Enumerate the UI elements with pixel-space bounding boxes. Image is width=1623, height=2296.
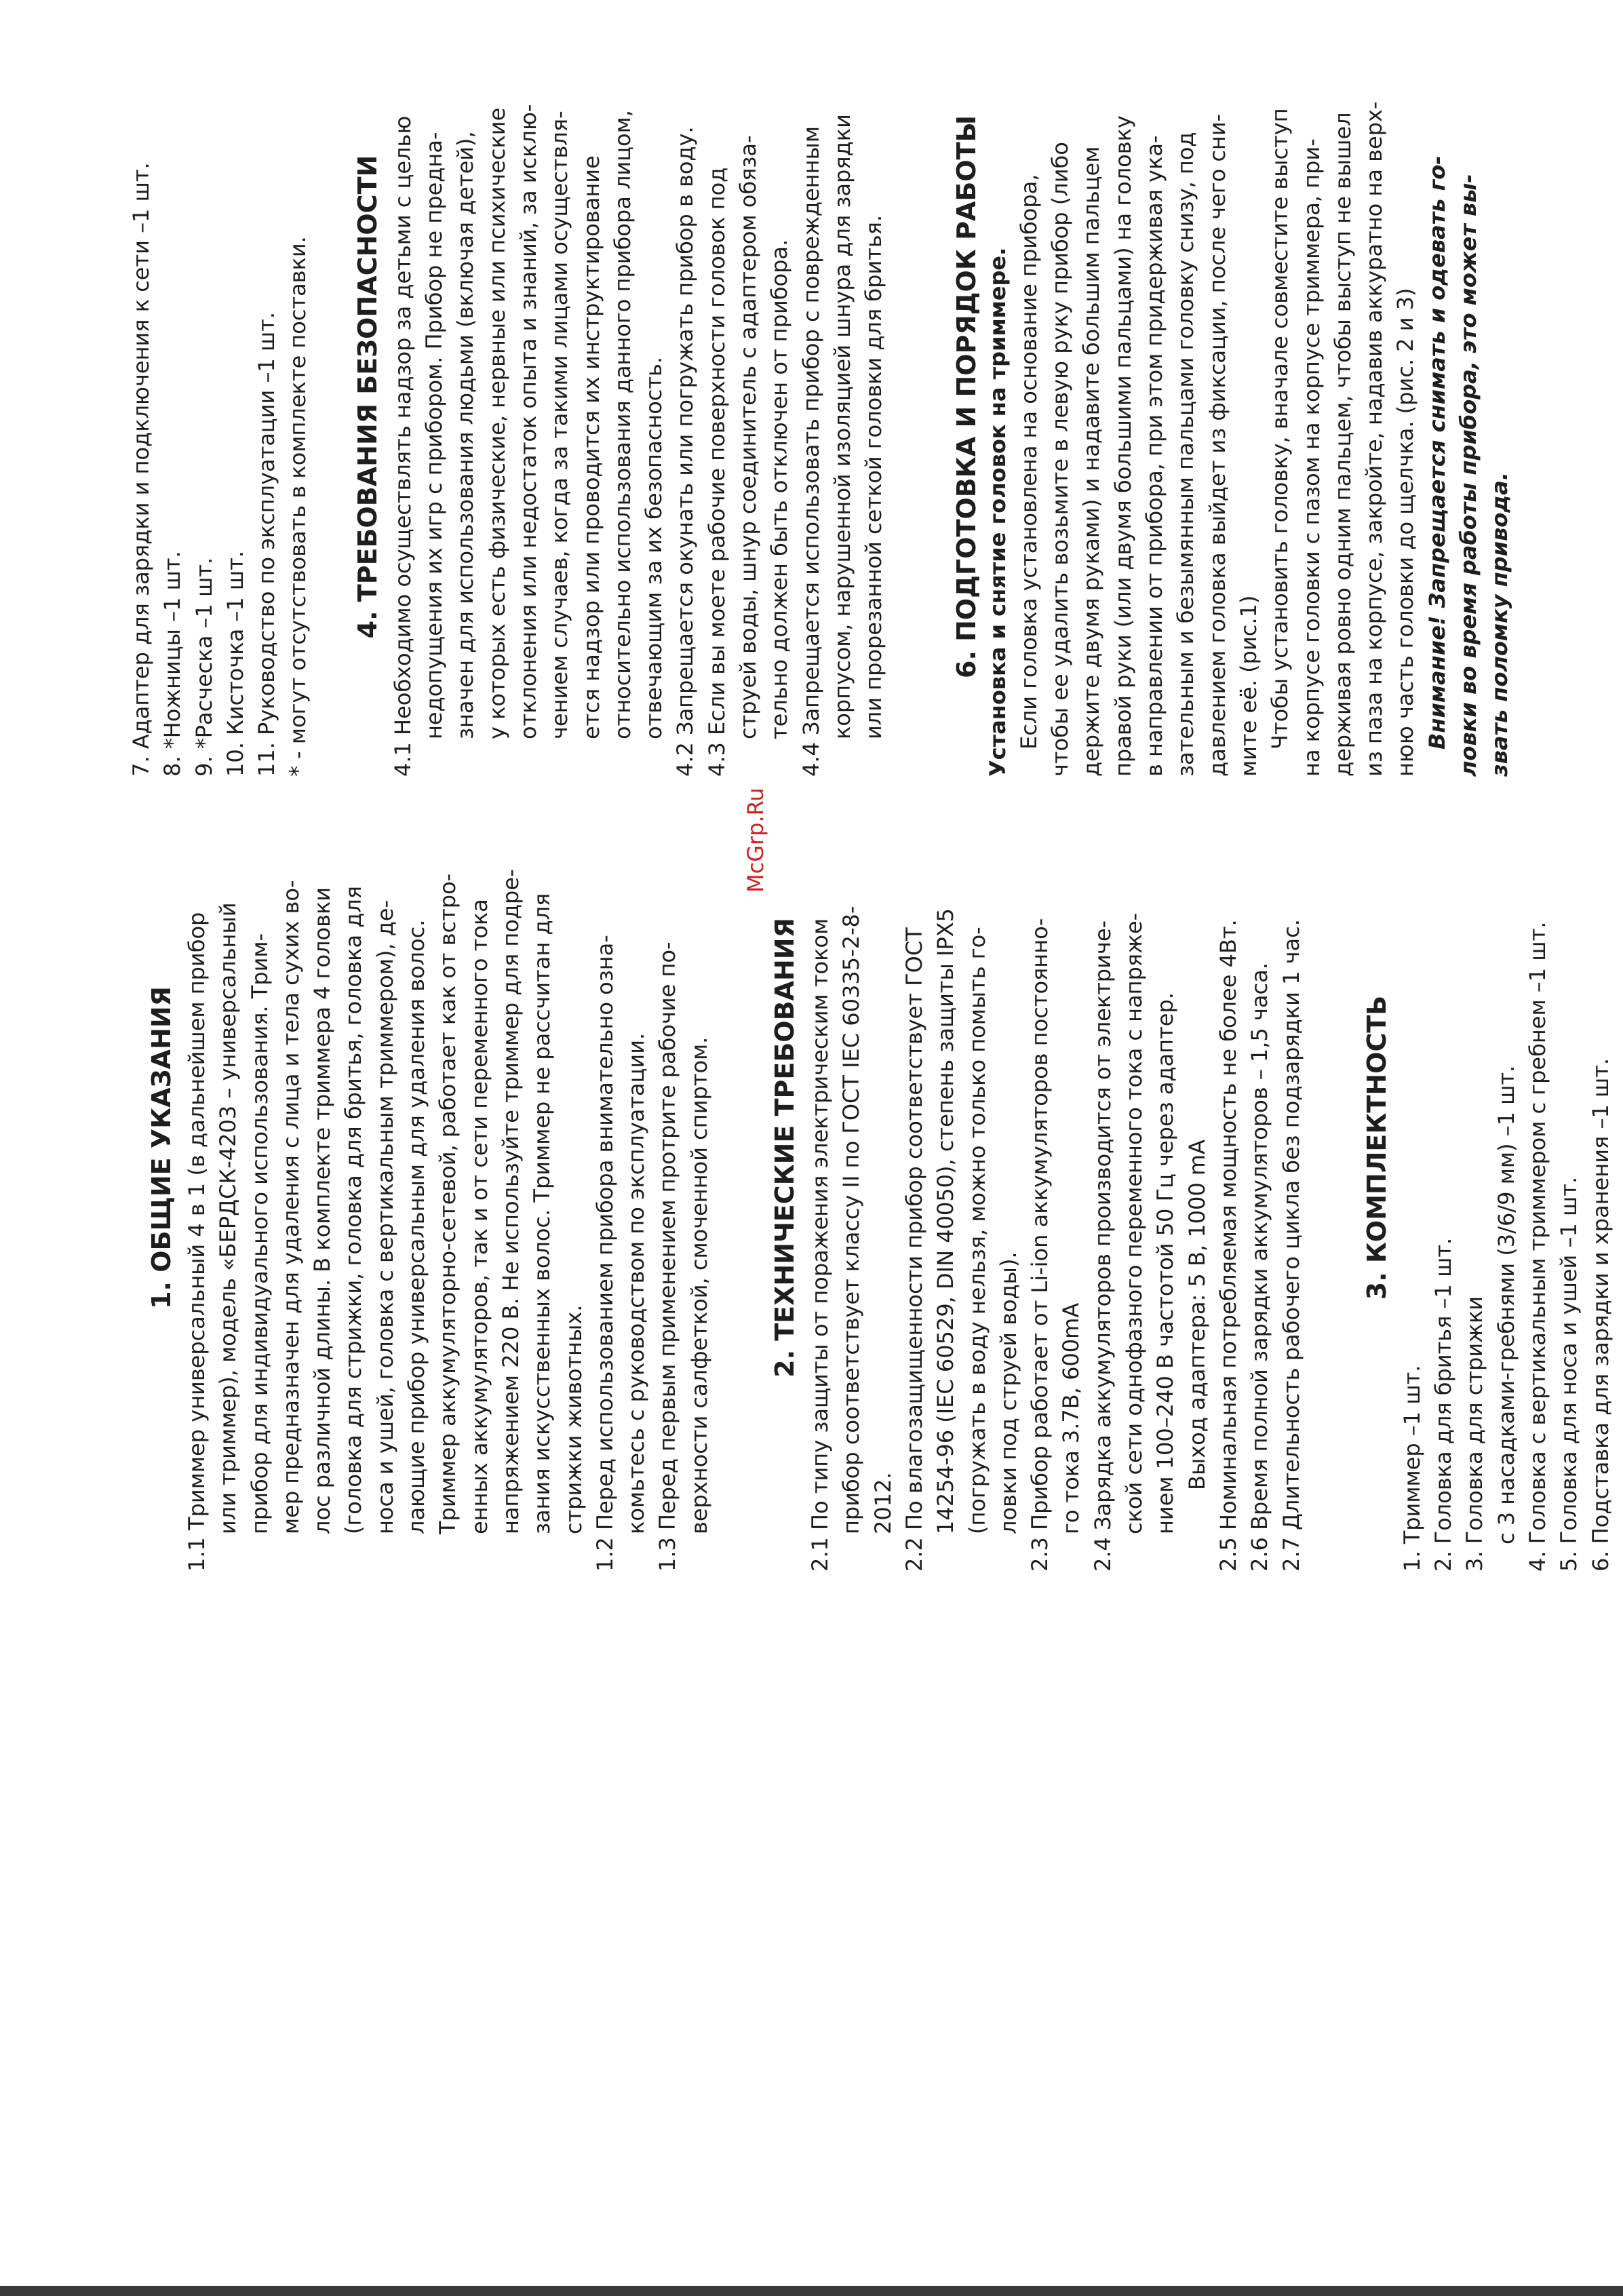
text-line: мите её. (рис.1) [1235, 595, 1262, 777]
text-line: в направлении от прибора, при этом придерживая ука- [1141, 135, 1168, 777]
list-item: 10. Кисточка –1 шт. [222, 550, 248, 777]
text-line: 14254-96 (IEC 60529, DIN 40050), степень защиты IPX5 [933, 908, 959, 1534]
text-line: нием 100–240 В частотой 50 Гц через адаптер. [1152, 992, 1179, 1534]
text-line: Если головка установлена на основание прибора, [1015, 174, 1042, 750]
text-line: лос различной длины. В комплекте триммера 4 головки [309, 887, 336, 1534]
text-line: зательным и безымянным пальцами головку снизу, под [1173, 132, 1199, 777]
text-line: (погружать в воду нельзя, можно только помыть го- [964, 927, 990, 1534]
watermark: McGrp.Ru [743, 787, 768, 893]
text-line: из паза на корпусе, закройте, надавив аккуратно на верх- [1361, 101, 1388, 777]
footnote: * - могут отсутствовать в комплекте поставки. [285, 236, 311, 777]
list-item: 3. Головка для стрижки [1462, 1296, 1488, 1572]
text-line: держите двумя руками) и надавите большим пальцем [1078, 146, 1105, 777]
section-2-heading: 2. ТЕХНИЧЕСКИЕ ТРЕБОВАНИЯ [770, 918, 800, 1378]
section-3-heading: 3. КОМПЛЕКТНОСТЬ [1361, 995, 1392, 1300]
text-line: 2012. [869, 1472, 896, 1534]
text-line: чением случаев, когда за такими лицами осуществля- [547, 111, 573, 739]
text-line: 4.1 Необходимо осуществлять надзор за детьми с целью [389, 115, 416, 777]
text-line: 4.2 Запрещается окунать или погружать прибор в воду. [672, 126, 699, 777]
text-line: струей воды, шнур соединитель с адаптером обяза- [735, 135, 762, 739]
text-line: корпусом, нарушенной изоляцией шнура для зарядки [829, 114, 855, 739]
text-line: комьтесь с руководством по эксплуатации. [623, 1032, 650, 1534]
text-line: верхности салфеткой, смоченной спиртом. [686, 1036, 712, 1534]
text-line: 4.4 Запрещается использовать прибор с поврежденным [798, 126, 824, 777]
text-line: 2.3 Прибор работает от Li-ion аккумуляторов постоянно- [1027, 918, 1053, 1572]
list-item: 9. *Расческа –1 шт. [191, 557, 217, 777]
section-4-heading: 4. ТРЕБОВАНИЯ БЕЗОПАСНОСТИ [352, 155, 383, 639]
text-line: (головка для стрижки, головка для бритья, головка для [340, 885, 367, 1534]
text-line: 1.3 Перед первым применением протрите рабочие по- [654, 941, 681, 1572]
text-line: прибор соответствует классу II по ГОСТ IEC 60335-2-8- [838, 906, 865, 1534]
text-line: Триммер аккумуляторно-сетевой, работает как от встро- [435, 873, 461, 1534]
section-6-heading: 6. ПОДГОТОВКА И ПОРЯДОК РАБОТЫ [951, 115, 981, 678]
list-item: 4. Головка с вертикальным триммером с гребнем –1 шт. [1524, 921, 1550, 1572]
text-line: на корпусе головки с пазом на корпусе триммера, при- [1298, 138, 1325, 777]
text-line: относительно использования данного прибора лицом, [609, 110, 635, 739]
section-1-heading: 1. ОБЩИЕ УКАЗАНИЯ [146, 986, 176, 1309]
text-line: или триммер), модель «БЕРДСК-4203 – универсальный [215, 902, 241, 1534]
text-line: Чтобы установить головку, вначале совместите выступ [1267, 108, 1293, 750]
text-line: 2.4 Зарядка аккумуляторов производится от электриче- [1089, 920, 1116, 1572]
list-item: 11. Руководство по эксплуатации –1 шт. [254, 311, 280, 777]
section-6-subheading: Установка и снятие головок на триммере. [984, 247, 1011, 777]
text-line: 2.7 Длительность рабочего цикла без подзарядки 1 час. [1278, 919, 1304, 1572]
warning-line: ловки во время работы прибора, это может вы- [1455, 174, 1481, 777]
text-line: нюю часть головки до щелчка. (рис. 2 и 3) [1392, 288, 1419, 777]
text-line: напряжением 220 В. Не используйте триммер для подре- [497, 869, 524, 1534]
text-line: енных аккумуляторов, так и от сети переменного тока [466, 899, 492, 1534]
text-line: носа и ушей, головка с вертикальным триммером), де- [372, 899, 398, 1534]
text-line: 2.6 Время полной зарядки аккумуляторов – 1,5 часа. [1247, 962, 1273, 1572]
text-line: давлением головка выйдет из фиксации, после чего сни- [1204, 113, 1230, 777]
text-line: 1.2 Перед использованием прибора внимательно озна- [591, 935, 618, 1572]
list-item: 8. *Ножницы –1 шт. [159, 551, 186, 777]
list-item: 2. Головка для бритья –1 шт. [1430, 1237, 1457, 1572]
text-line: ется надзор или проводится их инструктирование [578, 155, 604, 739]
text-line: держивая ровно одним пальцем, чтобы выступ не вышел [1329, 112, 1356, 777]
text-line: или прорезанной сеткой головки для бритья. [861, 214, 887, 739]
text-line: Выход адаптера: 5 В, 1000 mA [1184, 1140, 1210, 1490]
text-line: го тока 3.7В, 600mA [1058, 1302, 1084, 1534]
list-item: 7. Адаптер для зарядки и подключения к сети –1 шт. [128, 162, 154, 777]
text-line: правой руки (или двумя большими пальцами) на головку [1110, 115, 1136, 777]
text-line: 2.2 По влагозащищенности прибор соответствует ГОСТ [901, 927, 927, 1572]
text-line: отвечающим за их безопасность. [641, 356, 667, 739]
scan-edge-bar [0, 2286, 1623, 2296]
right-column [125, 17, 1516, 777]
warning-line: Внимание! Запрещается снимать и одевать го- [1424, 155, 1450, 750]
text-line: недопущения их игр с прибором. Прибор не предна- [421, 132, 448, 739]
text-line: ской сети однофазного переменного тока с напряже- [1121, 912, 1148, 1534]
list-item: 1. Триммер –1 шт. [1399, 1365, 1425, 1572]
list-item: 5. Головка для носа и ушей –1 шт. [1556, 1176, 1582, 1572]
text-line: мер предназначен для удаления с лица и тела сухих во- [277, 880, 304, 1534]
text-line: ловки под струей воды). [995, 1251, 1021, 1534]
text-line: значен для использования людьми (включая детей), [452, 131, 479, 739]
list-item: с 3 насадками-гребнями (3/6/9 мм) –1 шт. [1493, 1065, 1519, 1544]
text-line: зания искусственных волос. Триммер не рассчитан для [529, 893, 555, 1534]
text-line: 4.3 Если вы моете рабочие поверхности головок под [703, 167, 730, 777]
text-line: 2.1 По типу защиты от поражения электрическим током [807, 918, 834, 1572]
warning-line: звать поломку привода. [1487, 471, 1513, 777]
text-line: чтобы ее удалить возьмите в левую руку прибор (либо [1047, 142, 1074, 777]
text-line: прибор для индивидуального использования. Трим- [246, 933, 273, 1534]
text-line: стрижки животных. [560, 1304, 587, 1534]
text-line: тельно должен быть отключен от прибора. [766, 239, 793, 739]
text-line: у которых есть физические, нервные или психические [484, 107, 510, 739]
list-item: 6. Подставка для зарядки и хранения –1 шт. [1587, 1057, 1614, 1572]
text-line: отклонения или недостаток опыта и знаний, за исклю- [515, 104, 541, 739]
text-line: 2.5 Номинальная потребляемая мощность не более 4Вт. [1215, 919, 1241, 1572]
text-line: 1.1 Триммер универсальный 4 в 1 (в дальнейшем прибор [184, 912, 210, 1572]
left-column [146, 724, 1616, 1572]
text-line: лающие прибор универсальным для удаления волос. [404, 919, 430, 1534]
